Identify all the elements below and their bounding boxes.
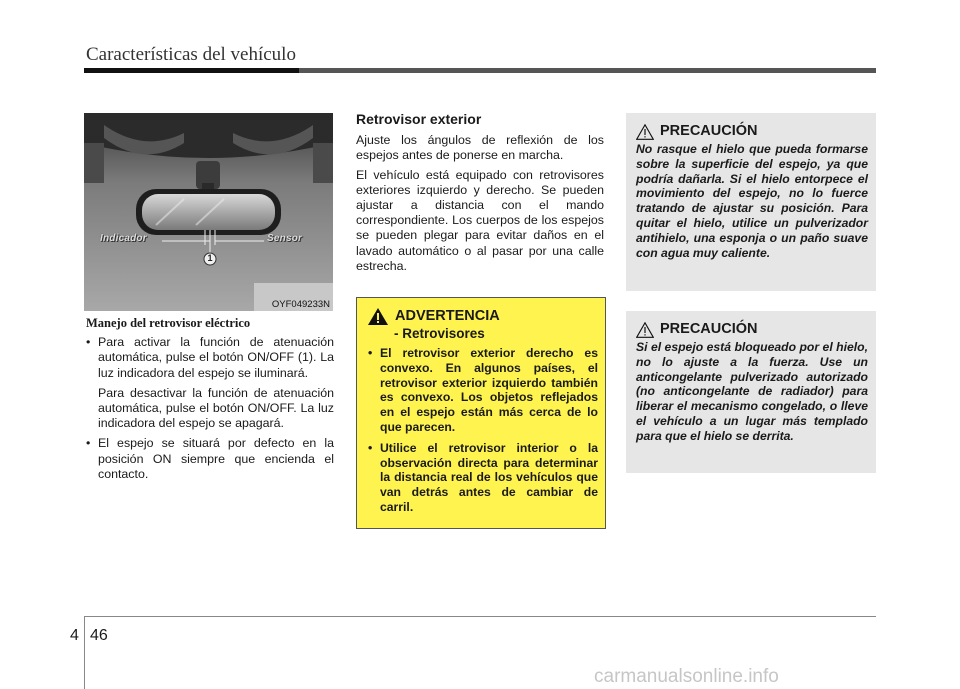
caution-title: PRECAUCIÓN bbox=[660, 321, 758, 337]
warning-box bbox=[356, 297, 606, 529]
section-subhead: Manejo del retrovisor eléctrico bbox=[86, 316, 251, 330]
mirror-illustration bbox=[84, 113, 333, 311]
warning-title: ADVERTENCIA bbox=[395, 308, 500, 324]
label-sensor: Sensor bbox=[267, 233, 303, 244]
exterior-mirror-section bbox=[356, 112, 604, 278]
caution-box-ice bbox=[626, 113, 876, 291]
warning-bullet-lane-change: • Utilice el retrovisor interior o la observación directa para determinar la distancia real de los vehículos que van detrás antes de cambiar de carril. bbox=[366, 441, 598, 515]
paragraph-adjust: Ajuste los ángulos de reflexión de los espejos antes de ponerse en marcha. bbox=[356, 133, 604, 163]
caution-box-frozen bbox=[626, 311, 876, 473]
section-heading: Retrovisor exterior bbox=[356, 111, 482, 127]
bullet-activate: • Para activar la función de atenuación automática, pulse el botón ON/OFF (1). La luz indicadora del espejo se iluminará. bbox=[86, 335, 334, 381]
label-indicador: Indicador bbox=[100, 233, 147, 244]
warning-bullet-convex: • El retrovisor exterior derecho es convexo. En algunos países, el retrovisor exterior izquierdo también es convexo. Los objetos reflejados en el espejo están más cerca de lo que parecen. bbox=[366, 346, 598, 435]
warning-subtitle: - Retrovisores bbox=[394, 326, 485, 341]
warning-triangle-icon bbox=[368, 308, 388, 325]
bullet-default-on: • El espejo se situará por defecto en la posición ON siempre que encienda el contacto. bbox=[86, 436, 334, 482]
warning-header bbox=[368, 308, 598, 325]
watermark-link[interactable]: carmanualsonline.info bbox=[594, 666, 779, 687]
footer-rule bbox=[84, 616, 876, 617]
caution-header bbox=[636, 321, 868, 338]
chapter-number: 4 bbox=[70, 627, 79, 644]
caution-triangle-icon bbox=[636, 124, 654, 140]
header-rule-accent bbox=[84, 68, 299, 73]
page-number: 46 bbox=[90, 627, 108, 644]
figure-code: OYF049233N bbox=[271, 299, 330, 310]
caution-header bbox=[636, 123, 868, 140]
paragraph-equipment: El vehículo está equipado con retrovisores exteriores izquierdo y derecho. Se pueden ajustar a distancia con el mando correspondiente. Los cuerpos de los espejos se pueden plegar para evitar daños en el lavado automático o al pasar por una calle estrecha. bbox=[356, 167, 604, 273]
rearview-mirror-photo bbox=[84, 113, 333, 311]
caution-triangle-icon bbox=[636, 322, 654, 338]
caution-body: Si el espejo está bloqueado por el hielo, no lo ajuste a la fuerza. Use un anticongelante pulverizado autorizado (no anticongelante de radiador) para liberar el mecanismo congelado, o lleve el vehículo a un lugar más templado para que el hielo se derrita. bbox=[636, 340, 868, 443]
caution-title: PRECAUCIÓN bbox=[660, 123, 758, 139]
page-number-divider bbox=[84, 616, 85, 689]
caution-body: No rasque el hielo que pueda formarse sobre la superficie del espejo, ya que podría dañarla. Si el hielo entorpece el movimiento del espejo, no lo fuerce tratando de ajustar su posición. Para quitar el hielo, utilice un pulverizador antihielo, una esponja o un paño suave con agua muy caliente. bbox=[636, 142, 868, 260]
para-deactivate: Para desactivar la función de atenuación automática, pulse el botón ON/OFF. La luz indicadora del espejo se apagará. bbox=[98, 385, 334, 431]
page-header-title: Características del vehículo bbox=[86, 44, 296, 65]
callout-number: 1 bbox=[207, 253, 213, 263]
electric-mirror-section bbox=[86, 316, 334, 487]
